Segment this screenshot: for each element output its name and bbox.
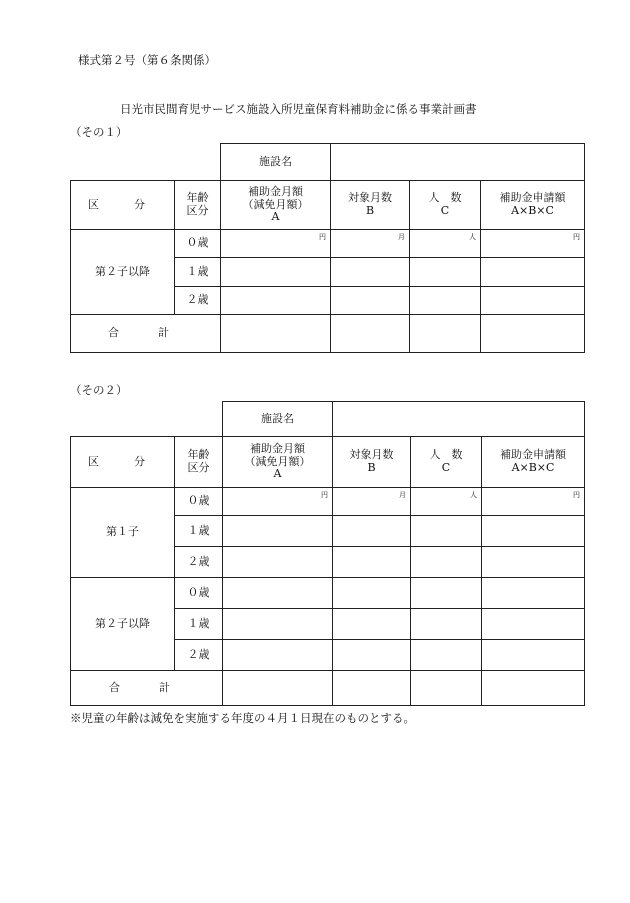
- total-application-cell[interactable]: [481, 315, 585, 353]
- application-cell[interactable]: [482, 609, 585, 640]
- age-header-line1: 年齢: [187, 448, 210, 462]
- months-cell[interactable]: [333, 578, 411, 609]
- persons-cell[interactable]: [411, 516, 482, 547]
- subsidy-header-line3: A: [271, 210, 280, 224]
- facility-name-label: 施設名: [223, 402, 333, 437]
- blank-corner: [71, 144, 221, 181]
- months-header-line2: B: [367, 461, 376, 474]
- persons-header: [411, 437, 482, 488]
- total-label: 合 計: [71, 671, 223, 706]
- age-label: １歳: [175, 609, 223, 640]
- part1-table: [70, 143, 585, 353]
- subsidy-cell[interactable]: [223, 547, 333, 578]
- persons-header-line2: C: [441, 461, 451, 474]
- application-header-line1: 補助金申請額: [500, 448, 566, 462]
- footnote: ※児童の年齢は減免を実施する年度の４月１日現在のものとする。: [70, 711, 415, 725]
- blank-corner: [71, 402, 223, 437]
- subsidy-header-line3: A: [273, 467, 282, 481]
- total-subsidy-cell[interactable]: [221, 315, 331, 353]
- total-subsidy-cell[interactable]: [223, 671, 333, 706]
- months-cell[interactable]: [331, 287, 410, 315]
- target-months-header: [331, 181, 410, 230]
- facility-name-label: 施設名: [221, 144, 331, 181]
- application-header-line2: A×B×C: [511, 461, 555, 474]
- facility-name-field[interactable]: [333, 402, 585, 437]
- category-header: 区 分: [71, 437, 175, 488]
- application-cell[interactable]: [482, 578, 585, 609]
- application-cell[interactable]: 円: [482, 488, 585, 516]
- part2-label: （その２）: [70, 383, 128, 397]
- age-label: ２歳: [175, 640, 223, 671]
- application-amount-header: [482, 437, 585, 488]
- persons-cell[interactable]: [411, 547, 482, 578]
- age-category-header: [175, 437, 223, 488]
- age-label: １歳: [175, 258, 221, 287]
- subsidy-cell[interactable]: 円: [221, 230, 331, 258]
- months-header-line1: 対象月数: [349, 448, 394, 462]
- facility-name-field[interactable]: [331, 144, 585, 181]
- total-months-cell[interactable]: [333, 671, 411, 706]
- subsidy-header-line1: 補助金月額: [250, 442, 305, 456]
- group-label: 第２子以降: [71, 230, 175, 315]
- months-cell[interactable]: [331, 258, 410, 287]
- application-cell[interactable]: [481, 258, 585, 287]
- part2-table: [70, 401, 585, 706]
- subsidy-monthly-header: [221, 181, 331, 230]
- months-cell[interactable]: [333, 609, 411, 640]
- subsidy-header-line2: （減免月額）: [244, 454, 311, 468]
- total-persons-cell[interactable]: [410, 315, 481, 353]
- total-months-cell[interactable]: [331, 315, 410, 353]
- application-cell[interactable]: [482, 516, 585, 547]
- age-label: ２歳: [175, 287, 221, 315]
- total-persons-cell[interactable]: [411, 671, 482, 706]
- subsidy-cell[interactable]: [221, 258, 331, 287]
- application-cell[interactable]: [481, 287, 585, 315]
- months-header-line1: 対象月数: [348, 191, 392, 205]
- months-cell[interactable]: [333, 516, 411, 547]
- persons-cell[interactable]: [411, 609, 482, 640]
- persons-header-line1: 人 数: [428, 191, 462, 205]
- age-label: １歳: [175, 516, 223, 547]
- application-header-line2: A×B×C: [511, 204, 554, 217]
- application-cell[interactable]: [482, 640, 585, 671]
- subsidy-cell[interactable]: 円: [223, 488, 333, 516]
- document-title: 日光市民間育児サービス施設入所児童保育料補助金に係る事業計画書: [120, 102, 477, 116]
- category-header: 区 分: [71, 181, 175, 230]
- age-header-line1: 年齢: [186, 191, 209, 205]
- application-cell[interactable]: [482, 547, 585, 578]
- persons-cell[interactable]: [411, 640, 482, 671]
- months-cell[interactable]: 月: [333, 488, 411, 516]
- subsidy-monthly-header: [223, 437, 333, 488]
- age-category-header: [175, 181, 221, 230]
- persons-cell[interactable]: [410, 258, 481, 287]
- group-label-second-child-plus: 第２子以降: [71, 578, 175, 671]
- age-label: ２歳: [175, 547, 223, 578]
- months-cell[interactable]: 月: [331, 230, 410, 258]
- age-label: ０歳: [175, 230, 221, 258]
- age-header-line2: 区分: [186, 204, 209, 217]
- form-number: 様式第２号（第６条関係）: [78, 53, 216, 67]
- subsidy-cell[interactable]: [223, 578, 333, 609]
- persons-header: [410, 181, 481, 230]
- group-label-first-child: 第１子: [71, 488, 175, 578]
- subsidy-cell[interactable]: [221, 287, 331, 315]
- months-cell[interactable]: [333, 547, 411, 578]
- part1-label: （その１）: [70, 125, 128, 139]
- subsidy-header-line1: 補助金月額: [248, 185, 303, 199]
- subsidy-header-line2: （減免月額）: [242, 197, 309, 211]
- subsidy-cell[interactable]: [223, 640, 333, 671]
- persons-cell[interactable]: 人: [410, 230, 481, 258]
- persons-cell[interactable]: [411, 578, 482, 609]
- application-cell[interactable]: 円: [481, 230, 585, 258]
- persons-header-line1: 人 数: [429, 448, 463, 462]
- months-cell[interactable]: [333, 640, 411, 671]
- age-label: ０歳: [175, 578, 223, 609]
- total-label: 合 計: [71, 315, 221, 353]
- months-header-line2: B: [365, 204, 375, 217]
- subsidy-cell[interactable]: [223, 609, 333, 640]
- target-months-header: [333, 437, 411, 488]
- application-header-line1: 補助金申請額: [499, 191, 566, 205]
- persons-cell[interactable]: 人: [411, 488, 482, 516]
- subsidy-cell[interactable]: [223, 516, 333, 547]
- total-application-cell[interactable]: [482, 671, 585, 706]
- persons-header-line2: C: [440, 204, 450, 217]
- persons-cell[interactable]: [410, 287, 481, 315]
- age-header-line2: 区分: [187, 461, 210, 474]
- application-amount-header: [481, 181, 585, 230]
- age-label: ０歳: [175, 488, 223, 516]
